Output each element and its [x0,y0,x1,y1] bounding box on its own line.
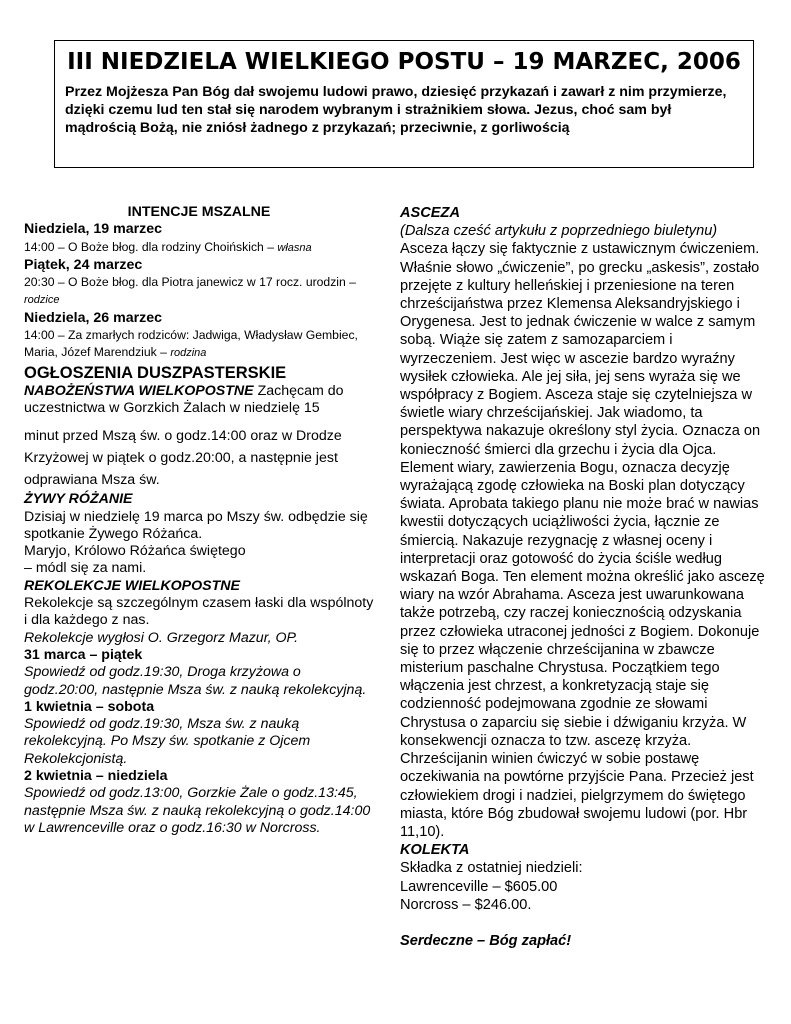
day-title: 31 marca – piątek [24,646,143,663]
kolekta-title: KOLEKTA [400,842,470,859]
left-column [24,204,374,837]
intentions-heading: INTENCJE MSZALNE [127,204,271,220]
day-title: 2 kwietnia – niedziela [24,768,168,785]
page-title: III NIEDZIELA WIELKIEGO POSTU – 19 MARZEC, 2006 [67,49,741,75]
intention-who: własna [277,241,312,254]
nabozenstwa-line2: minut przed Mszą św. o godz.14:00 oraz w Drodze Krzyżowej w piątek o godz.20:00, a następnie jest odprawiana Msza św. [24,428,342,489]
intention-text-main: 20:30 – O Boże błog. dla Piotra janewicz w 17 rocz. urodzin – [24,275,356,290]
kolekta-line: Lawrenceville – $605.00 [400,878,558,895]
intention-text [24,274,374,310]
right-column [400,204,770,950]
day-text: Spowiedź od godz.13:00, Gorzkie Żale o godz.13:45, następnie Msza św. z nauką rekolekcyjną o godz.14:00 w Lawrenceville oraz o godz.16:30 w Norcross. [24,785,371,836]
zywy-prayer-line2: – módl się za nami. [24,560,147,577]
day-text: Spowiedź od godz.19:30, Droga krzyżowa o godz.20:00, następnie Msza św. z nauką rekolekcyjną. [24,664,367,698]
zywy-text: Dzisiaj w niedzielę 19 marca po Mszy św. odbędzie się spotkanie Żywego Różańca. [24,508,368,542]
kolekta-line: Norcross – $246.00. [400,896,532,913]
nabozenstwa-line1: Zachęcam do uczestnictwa w Gorzkich Żalach w niedzielę 15 [24,382,344,416]
closing-line: Serdeczne – Bóg zapłać! [400,932,572,949]
intention-text-main: 14:00 – Za zmarłych rodziców: Jadwiga, Władysław Gembiec, Maria, Józef Marendziuk – [24,328,358,360]
zywy-title: ŻYWY RÓŻANIE [24,491,133,508]
rekolekcje-text: Rekolekcje są szczególnym czasem łaski dla wspólnoty i dla każdego z nas. [24,595,374,629]
intention-who: rodzina [170,347,207,360]
asceza-subtitle: (Dalsza cześć artykułu z poprzedniego biuletynu) [400,223,718,240]
intention-text [24,239,374,257]
day-title: 1 kwietnia – sobota [24,698,155,715]
intention-day: Piątek, 24 marzec [24,256,143,273]
intention-day: Niedziela, 19 marzec [24,221,163,238]
day-text: Spowiedź od godz.19:30, Msza św. z nauką rekolekcyjną. Po Mszy św. spotkanie z Ojcem Rekolekcjonistą. [24,716,311,767]
rekolekcje-title: REKOLEKCJE WIELKOPOSTNE [24,577,240,594]
asceza-title: ASCEZA [400,205,460,221]
intention-text [24,327,374,363]
zywy-prayer-line1: Maryjo, Królowo Różańca świętego [24,543,246,560]
asceza-text: Asceza łączy się faktycznie z ustawicznym ćwiczeniem. Właśnie słowo „ćwiczenie”, po grecku „askesis”, zostało przejęte z kultury helleńskiej i przeniesione na teren chrześcijaństwa przez Klemensa Aleksandryjskiego i Orygenesa. Jest to jednak ćwiczenie w walce z samym sobą. Wiąże się zatem z samozaparciem i wyrzeczeniem. Jest więc w ascezie bardzo wyraźny wysiłek człowieka. Ale jej siła, jej sens wyraża się we współpracy z Bogiem. Asceza staje się czytelniejsza w świetle wiary chrześcijańskiej. Jak wiadomo, ta perspektywa nakazuje określony styl życia. Oznacza on konieczność śmierci dla grzechu i życia dla Ojca. Element wiary, zawierzenia Bogu, oznacza decyzję wyrażającą zgodę człowieka na Boski plan dotyczący świata. Aprobata takiego planu nie może brać w nawias kwestii dotyczących uciążliwości życia, łącznie ze śmiercią. Nakazuje rezygnację z własnej oceny i interpretacji oraz gotowość do życia ściśle według wskazań Boga. Ten element można określić jako ascezę wiary na wzór Abrahama. Asceza jest uwarunkowana także potrzebą, czy raczej koniecznością odzyskania przez człowieka utraconej jedności z Bogiem. Dokonuje się to przez włączenie chrześcijanina w zbawcze misterium paschalne Chrystusa. Początkiem tego włączenia jest chrzest, a konkretyzacją staje się codzienność podejmowana zgodnie ze słowami Chrystusa o zaparciu się siebie i dźwiganiu krzyża. W konsekwencji oznacza to tzw. ascezę krzyża. Chrześcijanin winien ćwiczyć w sobie postawę oczekiwania na powtórne przyjście Pana. Przecież jest człowiekiem drogi i nadziei, pielgrzymem do świętego miasta, które Bóg zbudował swojemu ludowi (por. Hbr 11,10). [400,241,765,840]
intention-text-main: 14:00 – O Boże błog. dla rodziny Choińskich – [24,239,278,254]
rekolekcje-lead: Rekolekcje wygłosi O. Grzegorz Mazur, OP. [24,629,299,646]
intention-who: rodzice [24,294,60,307]
header-box [54,40,754,168]
intention-day: Niedziela, 26 marzec [24,309,163,326]
nabozenstwa-paragraph [24,383,374,418]
nabozenstwa-title: NABOŻEŃSTWA WIELKOPOSTNE [24,382,254,399]
header-intro: Przez Mojżesza Pan Bóg dał swojemu ludowi prawo, dziesięć przykazań i zawarł z nim przymierze, dzięki czemu lud ten stał się narodem wybranym i strażnikiem słowa. Jezus, choć sam był mądrością Bożą, nie zniósł żadnego z przykazań; przeciwnie, z gorliwością [65,84,727,136]
announcements-heading: OGŁOSZENIA DUSZPASTERSKIE [24,363,287,382]
kolekta-intro: Składka z ostatniej niedzieli: [400,860,583,877]
